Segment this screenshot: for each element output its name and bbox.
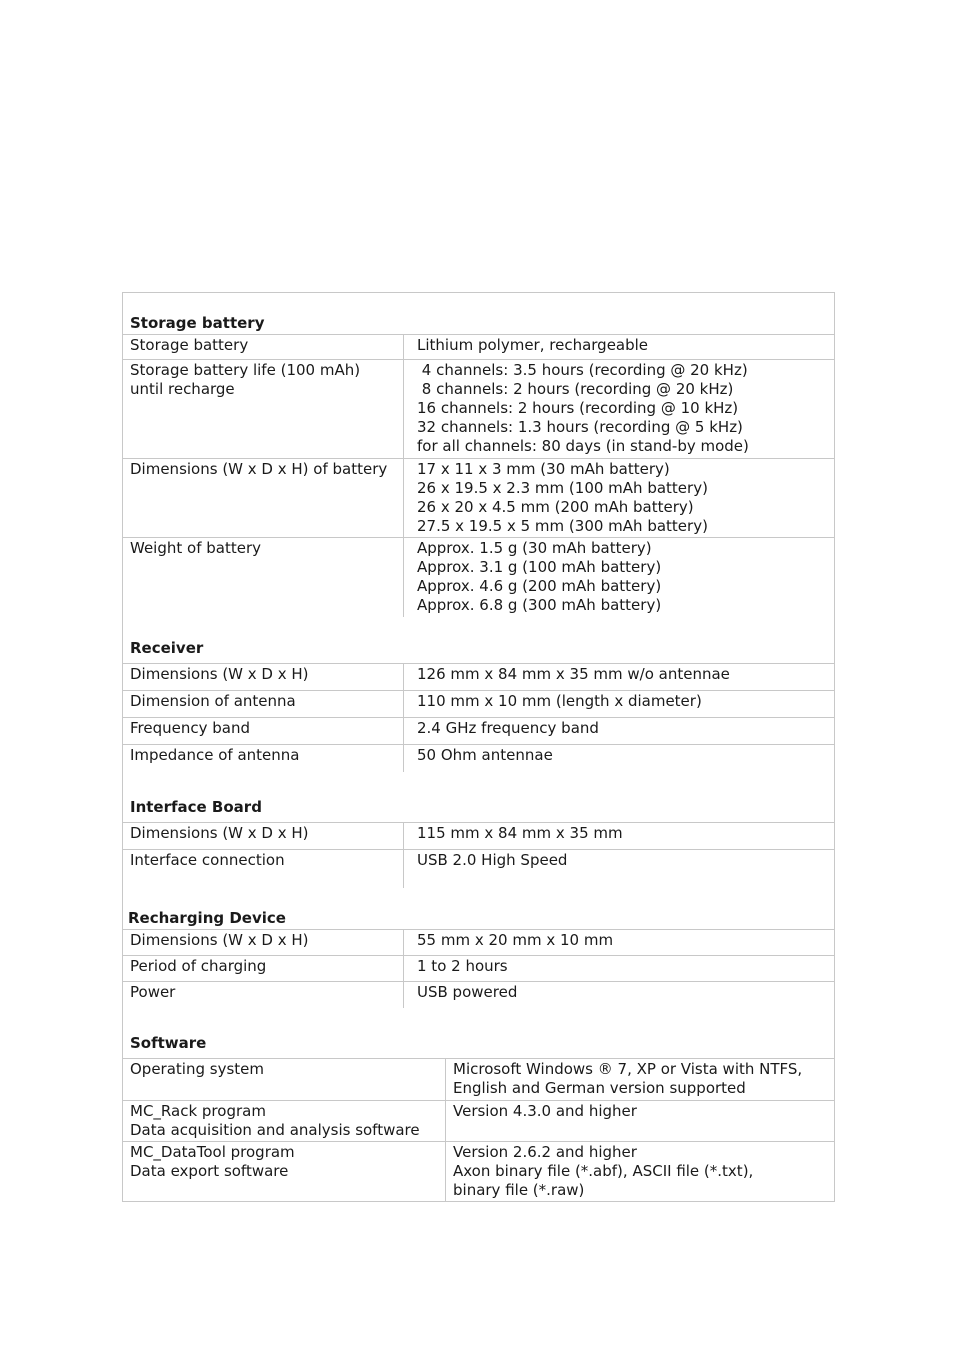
row-value: 1 to 2 hours xyxy=(417,957,508,975)
spec-table xyxy=(122,292,835,1202)
row-label: Storage battery xyxy=(123,335,404,359)
table-row xyxy=(123,691,834,718)
row-label: Impedance of antenna xyxy=(123,745,404,772)
row-value: Lithium polymer, rechargeable xyxy=(417,336,649,354)
row-label: MC_DataTool program Data export software xyxy=(123,1142,446,1201)
table-row xyxy=(123,538,834,617)
row-label: Dimensions (W x D x H) xyxy=(123,823,404,849)
row-value: Version 4.3.0 and higher xyxy=(453,1102,637,1120)
table-row xyxy=(123,360,834,459)
table-row xyxy=(123,718,834,745)
row-label: Dimension of antenna xyxy=(123,691,404,717)
row-value: 126 mm x 84 mm x 35 mm w/o antennae xyxy=(417,665,730,683)
table-row xyxy=(123,956,834,982)
row-label: Operating system xyxy=(123,1059,446,1100)
row-value: USB 2.0 High Speed xyxy=(417,851,568,869)
table-row xyxy=(123,823,834,850)
row-label: Power xyxy=(123,982,404,1008)
section-heading-storage-battery: Storage battery xyxy=(123,293,834,335)
table-row xyxy=(123,850,834,888)
row-label: Period of charging xyxy=(123,956,404,981)
section-heading-recharging-device: Recharging Device xyxy=(123,888,834,930)
table-row xyxy=(123,1142,834,1201)
row-label: Dimensions (W x D x H) of battery xyxy=(123,459,404,537)
row-value: Approx. 1.5 g (30 mAh battery) Approx. 3.1 g (100 mAh battery) Approx. 4.6 g (200 mAh battery) Approx. 6.8 g (300 mAh battery) xyxy=(417,539,662,614)
table-row xyxy=(123,1059,834,1101)
section-heading-software: Software xyxy=(123,1008,834,1059)
row-label: Weight of battery xyxy=(123,538,404,617)
row-value: USB powered xyxy=(417,983,518,1001)
row-label: Frequency band xyxy=(123,718,404,744)
row-value: 4 channels: 3.5 hours (recording @ 20 kHz) 8 channels: 2 hours (recording @ 20 kHz) 16 channels: 2 hours (recording @ 10 kHz) 32 channels: 1.3 hours (recording @ 5 kHz) for all channels: 80 days (in stand-by mode) xyxy=(417,361,749,455)
table-row xyxy=(123,459,834,538)
row-label: Dimensions (W x D x H) xyxy=(123,930,404,955)
table-row xyxy=(123,335,834,360)
section-heading-interface-board: Interface Board xyxy=(123,772,834,823)
table-row xyxy=(123,745,834,772)
row-value: Microsoft Windows ® 7, XP or Vista with NTFS, English and German version supported xyxy=(453,1060,803,1097)
table-row xyxy=(123,930,834,956)
row-value: 17 x 11 x 3 mm (30 mAh battery) 26 x 19.5 x 2.3 mm (100 mAh battery) 26 x 20 x 4.5 mm (200 mAh battery) 27.5 x 19.5 x 5 mm (300 mAh battery) xyxy=(417,460,708,535)
row-label: Interface connection xyxy=(123,850,404,888)
row-label: MC_Rack program Data acquisition and analysis software xyxy=(123,1101,446,1141)
row-value: 110 mm x 10 mm (length x diameter) xyxy=(417,692,702,710)
table-row xyxy=(123,982,834,1008)
table-row xyxy=(123,664,834,691)
row-value: 115 mm x 84 mm x 35 mm xyxy=(417,824,623,842)
table-row xyxy=(123,1101,834,1142)
row-value: Version 2.6.2 and higher Axon binary file (*.abf), ASCII file (*.txt), binary file (*.raw) xyxy=(453,1143,754,1199)
row-label: Storage battery life (100 mAh) until recharge xyxy=(123,360,404,458)
row-value: 50 Ohm antennae xyxy=(417,746,553,764)
row-value: 55 mm x 20 mm x 10 mm xyxy=(417,931,614,949)
row-label: Dimensions (W x D x H) xyxy=(123,664,404,690)
row-value: 2.4 GHz frequency band xyxy=(417,719,599,737)
section-heading-receiver: Receiver xyxy=(123,617,834,664)
